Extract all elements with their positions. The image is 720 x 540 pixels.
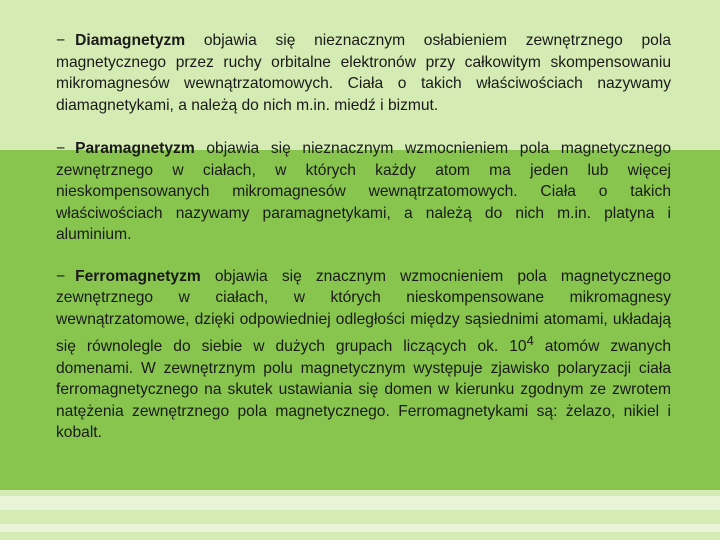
paragraph-paramagnetism: [56, 138, 671, 246]
paragraph-diamagnetism: [56, 30, 671, 116]
term-ferromagnetism: Ferromagnetyzm: [75, 267, 201, 285]
bullet-dash: −: [56, 140, 66, 157]
decorative-stripe: [0, 524, 720, 532]
exponent: 4: [526, 333, 534, 348]
paragraph-body-continued: atomów zwanych domenami. W zewnętrznym polu magnetycznym występuje zjawisko polaryzacji ciała ferromagnetycznego na skutek ustawiania się domen w kierunku zgodnym ze zwrotem natężenia zewnętrznego pola magnetycznego. Ferromagnetykami są: żelazo, nikiel i kobalt.: [56, 338, 671, 442]
bullet-dash: −: [56, 32, 66, 49]
paragraph-body: objawia się nieznacznym osłabieniem zewnętrznego pola magnetycznego przez ruchy orbitalne elektronów przy całkowitym skompensowaniu mikromagnesów wewnątrzatomowych. Ciała o takich właściwościach nazywamy diamagnetykami, a należą do nich m.in. miedź i bizmut.: [56, 32, 671, 114]
term-paramagnetism: Paramagnetyzm: [75, 140, 195, 157]
decorative-stripe: [0, 496, 720, 510]
paragraph-ferromagnetism: [56, 266, 671, 444]
term-diamagnetism: Diamagnetyzm: [75, 32, 186, 49]
bullet-dash: −: [56, 267, 66, 285]
slide-text-content: [56, 30, 671, 466]
paragraph-body: objawia się znacznym wzmocnieniem pola magnetycznego zewnętrznego w ciałach, w których nieskompensowane mikromagnesy wewnątrzatomowe, dzięki odpowiedniej odległości między sąsiednimi atomami, układają się równolegle do siebie w dużych grupach liczących ok. 10: [56, 267, 671, 356]
paragraph-body: objawia się nieznacznym wzmocnieniem pola magnetycznego zewnętrznego w ciałach, w których każdy atom ma jeden lub więcej nieskompensowanych mikromagnesów wewnątrzatomowych. Ciała o takich właściwościach nazywamy paramagnetykami, a należą do nich m.in. platyna i aluminium.: [56, 140, 671, 243]
